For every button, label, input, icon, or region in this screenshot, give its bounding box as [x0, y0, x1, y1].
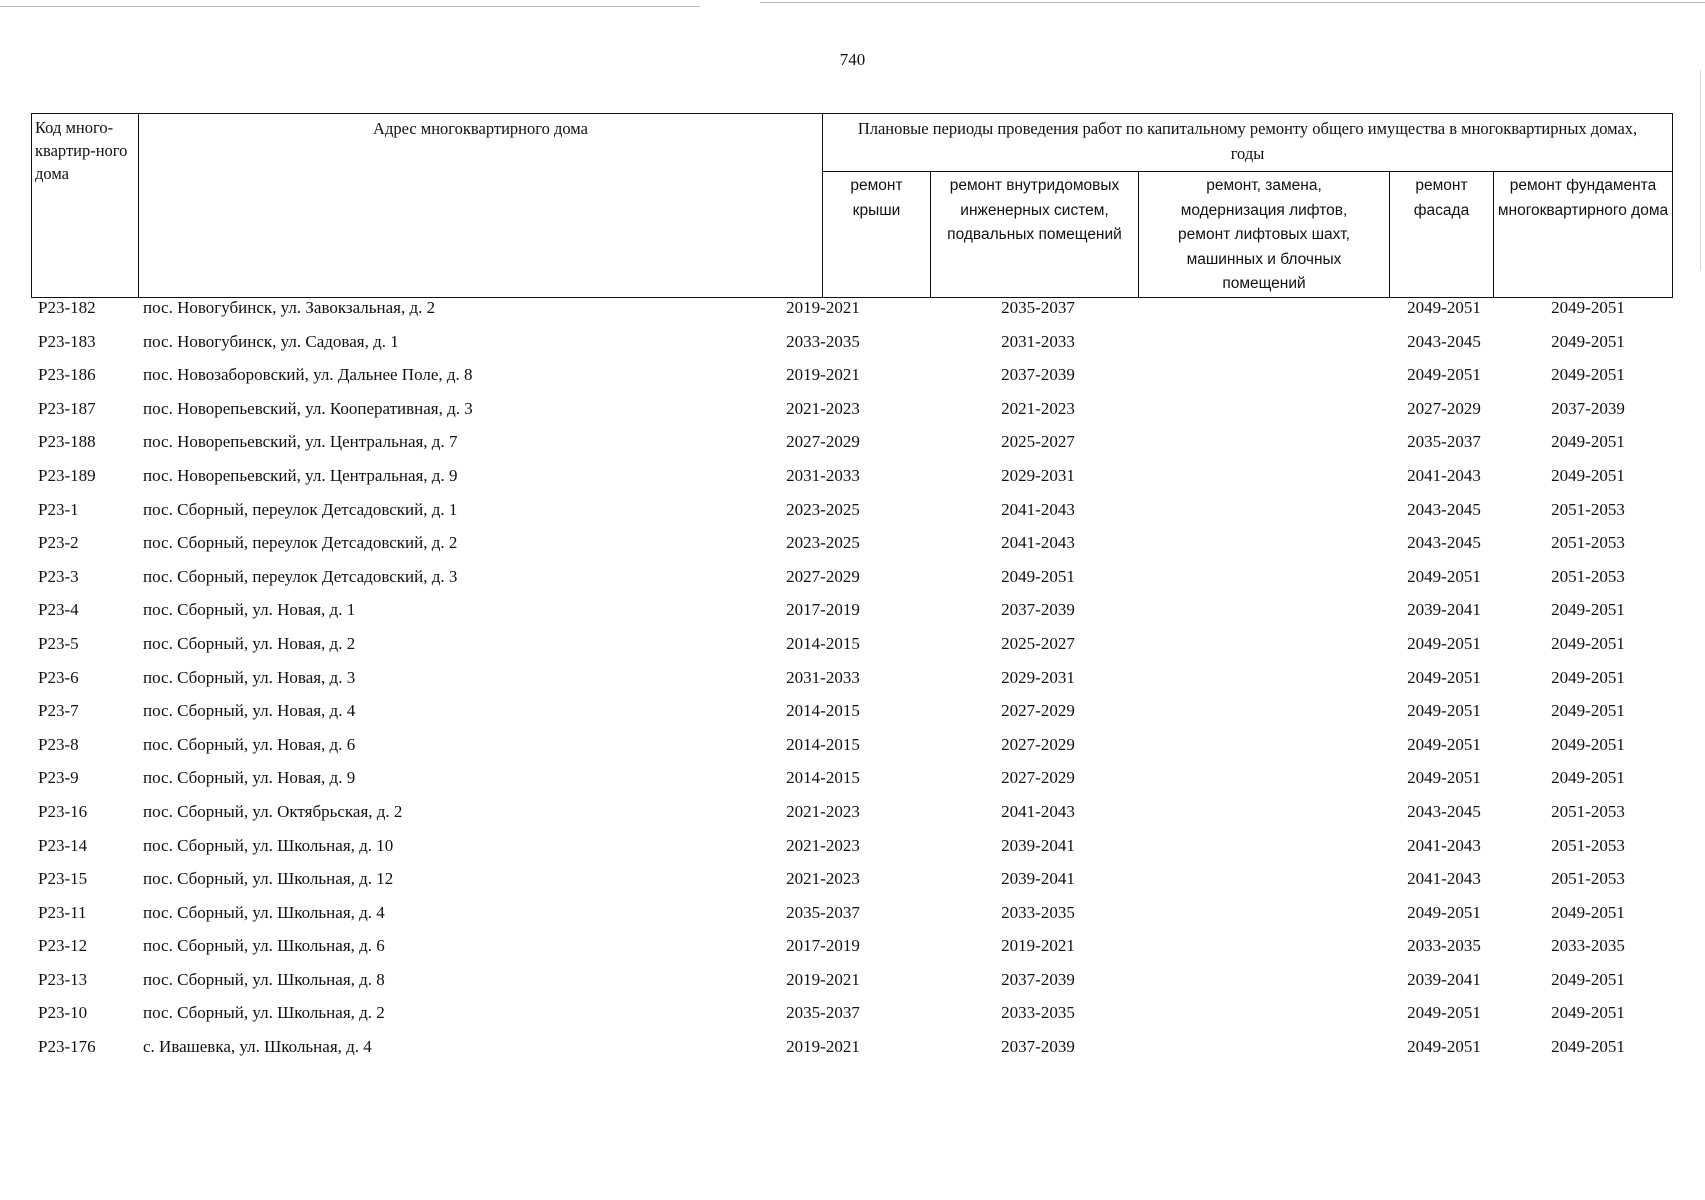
row-address: пос. Сборный, ул. Школьная, д. 8: [143, 969, 385, 989]
row-code: Р23-2: [38, 533, 79, 553]
row-facade-period: 2049-2051: [1407, 633, 1481, 653]
row-foundation-period: 2049-2051: [1551, 902, 1625, 922]
row-code: Р23-13: [38, 969, 88, 989]
table-row: [0, 431, 1705, 465]
row-foundation-period: 2049-2051: [1551, 365, 1625, 385]
row-roof-period: 2017-2019: [786, 936, 860, 956]
row-code: Р23-188: [38, 432, 96, 452]
table-row: [0, 331, 1705, 365]
table-row: [0, 902, 1705, 936]
row-systems-period: 2039-2041: [1001, 869, 1075, 889]
row-address: пос. Сборный, ул. Школьная, д. 4: [143, 902, 385, 922]
row-roof-period: 2035-2037: [786, 902, 860, 922]
row-foundation-period: 2051-2053: [1551, 499, 1625, 519]
row-foundation-period: 2051-2053: [1551, 533, 1625, 553]
table-row: [0, 767, 1705, 801]
row-systems-period: 2027-2029: [1001, 734, 1075, 754]
row-roof-period: 2014-2015: [786, 633, 860, 653]
row-foundation-period: 2049-2051: [1551, 633, 1625, 653]
row-roof-period: 2027-2029: [786, 432, 860, 452]
table-row: [0, 1002, 1705, 1036]
scan-edge-line: [760, 2, 1705, 3]
row-roof-period: 2014-2015: [786, 701, 860, 721]
row-facade-period: 2049-2051: [1407, 298, 1481, 317]
row-foundation-period: 2049-2051: [1551, 734, 1625, 754]
row-address: пос. Сборный, переулок Детсадовский, д. 2: [143, 533, 458, 553]
table-row: [0, 700, 1705, 734]
row-roof-period: 2033-2035: [786, 331, 860, 351]
row-code: Р23-8: [38, 734, 79, 754]
row-roof-period: 2031-2033: [786, 667, 860, 687]
header-code: Код много-квартир-ного дома: [32, 114, 139, 298]
row-systems-period: 2041-2043: [1001, 801, 1075, 821]
row-systems-period: 2037-2039: [1001, 1037, 1075, 1057]
row-code: Р23-176: [38, 1037, 96, 1057]
row-address: пос. Сборный, ул. Школьная, д. 10: [143, 835, 394, 855]
row-facade-period: 2041-2043: [1407, 869, 1481, 889]
row-roof-period: 2019-2021: [786, 365, 860, 385]
row-roof-period: 2023-2025: [786, 533, 860, 553]
row-address: пос. Новорепьевский, ул. Центральная, д. 7: [143, 432, 458, 452]
table-row: [0, 835, 1705, 869]
row-facade-period: 2043-2045: [1407, 331, 1481, 351]
header-group: Плановые периоды проведения работ по капитальному ремонту общего имущества в многоквартирных домах, годы: [823, 114, 1673, 172]
row-systems-period: 2021-2023: [1001, 398, 1075, 418]
row-code: Р23-16: [38, 801, 88, 821]
row-address: с. Ивашевка, ул. Школьная, д. 4: [143, 1037, 372, 1057]
table-header: [31, 113, 1673, 298]
row-address: пос. Новогубинск, ул. Завокзальная, д. 2: [143, 298, 436, 317]
row-foundation-period: 2049-2051: [1551, 331, 1625, 351]
row-systems-period: 2037-2039: [1001, 600, 1075, 620]
row-foundation-period: 2049-2051: [1551, 1003, 1625, 1023]
row-address: пос. Сборный, ул. Школьная, д. 2: [143, 1003, 385, 1023]
page-number: 740: [839, 50, 866, 69]
row-facade-period: 2049-2051: [1407, 1003, 1481, 1023]
row-foundation-period: 2051-2053: [1551, 566, 1625, 586]
row-address: пос. Сборный, ул. Октябрьская, д. 2: [143, 801, 403, 821]
header-facade: ремонт фасада: [1390, 172, 1494, 298]
row-address: пос. Сборный, ул. Новая, д. 3: [143, 667, 356, 687]
row-systems-period: 2025-2027: [1001, 432, 1075, 452]
row-code: Р23-5: [38, 633, 79, 653]
row-systems-period: 2031-2033: [1001, 331, 1075, 351]
row-code: Р23-7: [38, 701, 79, 721]
row-facade-period: 2049-2051: [1407, 768, 1481, 788]
table-row: [0, 364, 1705, 398]
row-roof-period: 2019-2021: [786, 969, 860, 989]
row-foundation-period: 2049-2051: [1551, 465, 1625, 485]
row-address: пос. Сборный, ул. Новая, д. 2: [143, 633, 356, 653]
table-row: [0, 633, 1705, 667]
row-facade-period: 2039-2041: [1407, 600, 1481, 620]
row-systems-period: 2049-2051: [1001, 566, 1075, 586]
table-row: [0, 532, 1705, 566]
row-address: пос. Сборный, ул. Новая, д. 4: [143, 701, 356, 721]
row-foundation-period: 2051-2053: [1551, 801, 1625, 821]
row-address: пос. Новогубинск, ул. Садовая, д. 1: [143, 331, 399, 351]
row-systems-period: 2027-2029: [1001, 701, 1075, 721]
table-body: [0, 297, 1705, 1070]
table-row: [0, 599, 1705, 633]
row-facade-period: 2041-2043: [1407, 835, 1481, 855]
row-roof-period: 2023-2025: [786, 499, 860, 519]
row-facade-period: 2027-2029: [1407, 398, 1481, 418]
table-row: [0, 935, 1705, 969]
table-row: [0, 465, 1705, 499]
row-code: Р23-12: [38, 936, 88, 956]
header-address: Адрес многоквартирного дома: [139, 114, 823, 298]
row-code: Р23-183: [38, 331, 96, 351]
row-systems-period: 2041-2043: [1001, 499, 1075, 519]
header-lifts: ремонт, замена, модернизация лифтов, ремонт лифтовых шахт, машинных и блочных помещений: [1139, 172, 1390, 298]
row-systems-period: 2041-2043: [1001, 533, 1075, 553]
table-row: [0, 801, 1705, 835]
row-facade-period: 2039-2041: [1407, 969, 1481, 989]
row-address: пос. Сборный, переулок Детсадовский, д. 1: [143, 499, 458, 519]
row-facade-period: 2043-2045: [1407, 801, 1481, 821]
row-foundation-period: 2049-2051: [1551, 701, 1625, 721]
row-address: пос. Сборный, ул. Новая, д. 6: [143, 734, 356, 754]
row-systems-period: 2037-2039: [1001, 365, 1075, 385]
row-foundation-period: 2049-2051: [1551, 969, 1625, 989]
row-roof-period: 2035-2037: [786, 1003, 860, 1023]
row-code: Р23-10: [38, 1003, 88, 1023]
row-code: Р23-4: [38, 600, 79, 620]
row-code: Р23-11: [38, 902, 87, 922]
row-roof-period: 2021-2023: [786, 801, 860, 821]
row-facade-period: 2049-2051: [1407, 701, 1481, 721]
row-foundation-period: 2049-2051: [1551, 1037, 1625, 1057]
row-foundation-period: 2049-2051: [1551, 768, 1625, 788]
row-systems-period: 2025-2027: [1001, 633, 1075, 653]
row-systems-period: 2027-2029: [1001, 768, 1075, 788]
row-foundation-period: 2033-2035: [1551, 936, 1625, 956]
row-facade-period: 2043-2045: [1407, 499, 1481, 519]
row-code: Р23-186: [38, 365, 96, 385]
row-foundation-period: 2051-2053: [1551, 835, 1625, 855]
row-code: Р23-15: [38, 869, 88, 889]
row-roof-period: 2014-2015: [786, 768, 860, 788]
row-address: пос. Новозаборовский, ул. Дальнее Поле, д. 8: [143, 365, 473, 385]
row-facade-period: 2049-2051: [1407, 734, 1481, 754]
table-row: [0, 566, 1705, 600]
row-code: Р23-189: [38, 465, 96, 485]
row-roof-period: 2027-2029: [786, 566, 860, 586]
row-systems-period: 2029-2031: [1001, 667, 1075, 687]
row-address: пос. Сборный, переулок Детсадовский, д. 3: [143, 566, 458, 586]
row-code: Р23-3: [38, 566, 79, 586]
row-systems-period: 2033-2035: [1001, 1003, 1075, 1023]
row-address: пос. Сборный, ул. Новая, д. 1: [143, 600, 356, 620]
row-address: пос. Новорепьевский, ул. Центральная, д. 9: [143, 465, 458, 485]
row-code: Р23-14: [38, 835, 88, 855]
scan-edge-line: [0, 6, 700, 7]
row-facade-period: 2035-2037: [1407, 432, 1481, 452]
table-row: [0, 1036, 1705, 1070]
row-facade-period: 2049-2051: [1407, 667, 1481, 687]
row-foundation-period: 2051-2053: [1551, 869, 1625, 889]
table-row: [0, 297, 1705, 331]
row-address: пос. Новорепьевский, ул. Кооперативная, д. 3: [143, 398, 473, 418]
row-foundation-period: 2049-2051: [1551, 667, 1625, 687]
row-roof-period: 2031-2033: [786, 465, 860, 485]
row-code: Р23-182: [38, 298, 96, 317]
row-facade-period: 2043-2045: [1407, 533, 1481, 553]
row-foundation-period: 2037-2039: [1551, 398, 1625, 418]
header-foundation: ремонт фундамента многоквартирного дома: [1494, 172, 1673, 298]
row-roof-period: 2021-2023: [786, 835, 860, 855]
header-roof: ремонт крыши: [823, 172, 931, 298]
row-facade-period: 2049-2051: [1407, 566, 1481, 586]
row-systems-period: 2033-2035: [1001, 902, 1075, 922]
row-facade-period: 2049-2051: [1407, 902, 1481, 922]
row-systems-period: 2029-2031: [1001, 465, 1075, 485]
table-row: [0, 734, 1705, 768]
row-address: пос. Сборный, ул. Новая, д. 9: [143, 768, 356, 788]
row-facade-period: 2041-2043: [1407, 465, 1481, 485]
row-foundation-period: 2049-2051: [1551, 298, 1625, 317]
row-foundation-period: 2049-2051: [1551, 600, 1625, 620]
header-systems: ремонт внутридомовых инженерных систем, подвальных помещений: [931, 172, 1139, 298]
row-facade-period: 2033-2035: [1407, 936, 1481, 956]
row-roof-period: 2014-2015: [786, 734, 860, 754]
row-roof-period: 2021-2023: [786, 398, 860, 418]
row-code: Р23-187: [38, 398, 96, 418]
row-systems-period: 2019-2021: [1001, 936, 1075, 956]
row-foundation-period: 2049-2051: [1551, 432, 1625, 452]
table-row: [0, 398, 1705, 432]
table-row: [0, 667, 1705, 701]
table-row: [0, 969, 1705, 1003]
row-facade-period: 2049-2051: [1407, 1037, 1481, 1057]
row-address: пос. Сборный, ул. Школьная, д. 12: [143, 869, 394, 889]
row-systems-period: 2037-2039: [1001, 969, 1075, 989]
row-code: Р23-6: [38, 667, 79, 687]
row-address: пос. Сборный, ул. Школьная, д. 6: [143, 936, 385, 956]
table-row: [0, 868, 1705, 902]
scan-edge-line: [1700, 70, 1701, 270]
table-row: [0, 499, 1705, 533]
row-roof-period: 2019-2021: [786, 298, 860, 317]
row-code: Р23-1: [38, 499, 79, 519]
row-roof-period: 2019-2021: [786, 1037, 860, 1057]
row-roof-period: 2021-2023: [786, 869, 860, 889]
row-systems-period: 2035-2037: [1001, 298, 1075, 317]
row-facade-period: 2049-2051: [1407, 365, 1481, 385]
row-systems-period: 2039-2041: [1001, 835, 1075, 855]
row-code: Р23-9: [38, 768, 79, 788]
row-roof-period: 2017-2019: [786, 600, 860, 620]
